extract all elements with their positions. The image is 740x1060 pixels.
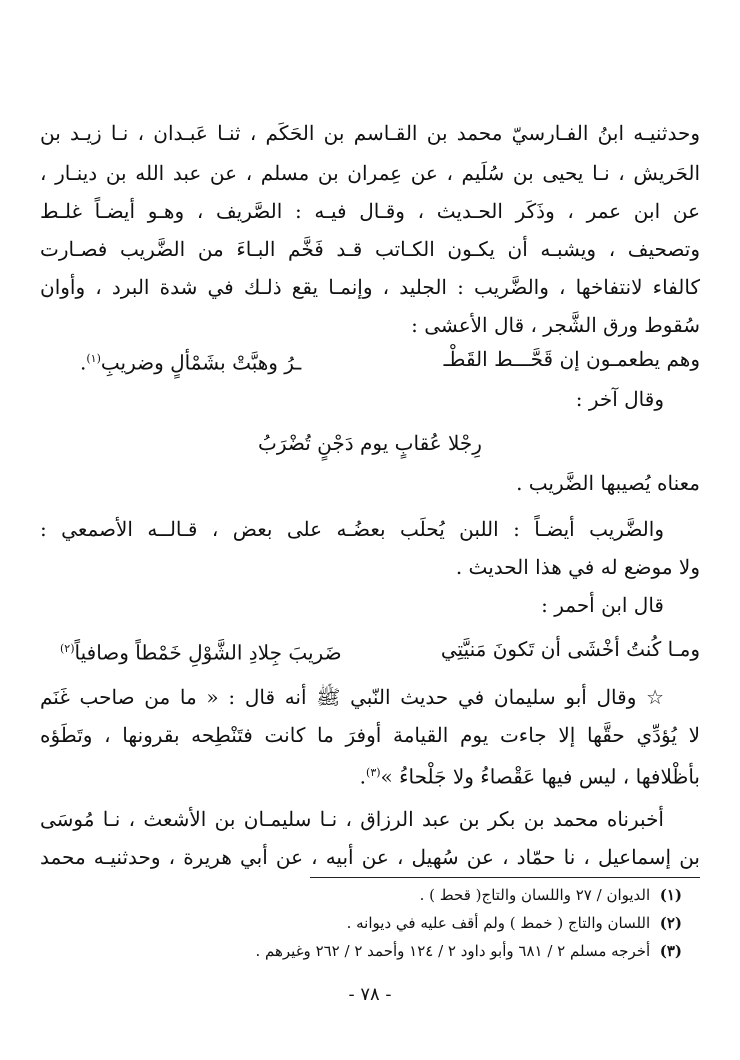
verse-text: ـرُ وهبَّتْ بشَمْألٍ وضريبِ bbox=[100, 350, 302, 375]
body-line: والضَّريب أيضـاً : اللبن يُحلَب بعضُـه على بعض ، قـالــه الأصمعي : bbox=[40, 517, 664, 541]
footnote-divider bbox=[310, 877, 700, 878]
footnote-text: اللسان والتاج ( خمط ) ولم أقف عليه في ديوانه . bbox=[346, 914, 651, 932]
line-maanahu: معناه يُصيبها الضَّريب . bbox=[516, 471, 700, 495]
footnote-number: (١) bbox=[659, 886, 682, 904]
body-line: عن ابن عمر ، وذَكَر الحـديث ، وقـال فيـه : الصَّريف ، وهـو أيضـاً غلـط bbox=[40, 199, 700, 223]
verse-text: ضَريبَ جِلادِ الشَّوْلِ خَمْطاً وصافياً bbox=[74, 640, 342, 665]
body-line: وحدثنيـه ابنُ الفـارسيّ محمد بن القـاسم بن الحَكَم ، ثنـا عَبـدان ، نـا زيـد بن bbox=[40, 121, 700, 145]
page-number: - ٧٨ - bbox=[348, 984, 392, 1005]
body-line: بأظْلافها ، ليس فيها عَقْصاءُ ولا جَلْحاءُ »$^{(٣)}$. bbox=[359, 764, 700, 789]
footnote bbox=[420, 884, 682, 906]
footnote bbox=[255, 940, 682, 962]
footnote-number: (٣) bbox=[659, 942, 682, 960]
body-text: بأظْلافها ، ليس فيها عَقْصاءُ ولا جَلْحاءُ » bbox=[380, 764, 700, 789]
body-line: بن إسماعيل ، نا حمّاد ، عن سُهيل ، عن أبيه ، عن أبي هريرة ، وحدثنيـه محمد bbox=[40, 845, 700, 869]
footnote-text: أخرجه مسلم ٢ / ٦٨١ وأبو داود ٢ / ١٢٤ وأحمد ٢ / ٢٦٢ وغيرهم . bbox=[255, 942, 651, 960]
body-line: أخبرناه محمد بن بكر بن عبد الرزاق ، نـا سليمـان بن الأشعث ، نـا مُوسَى bbox=[40, 807, 664, 831]
verse-first-hemistich: وهم يطعمـون إن قَحَّـــط القَطْـ bbox=[443, 347, 700, 371]
line-ibn-ahmar: قال ابن أحمر : bbox=[541, 593, 664, 617]
footnote-mark: (٣) bbox=[366, 766, 381, 779]
body-line: ولا موضع له في هذا الحديث . bbox=[455, 555, 700, 579]
body-line: وتصحيف ، ويشبـه أن يكـون الكـاتب قـد فَخَّم البـاءَ من الضَّريب فصـارت bbox=[40, 237, 700, 261]
verse-second-hemistich bbox=[60, 634, 342, 668]
footnote-text: الديوان / ٢٧ واللسان والتاج( قحط ) . bbox=[419, 886, 651, 904]
body-line: ☆ وقال أبو سليمان في حديث النّبي ﷺ أنه قال : « ما من صاحب غَنَم bbox=[40, 685, 664, 709]
body-line: الحَريش ، نـا يحيى بن سُلَيم ، عن عِمران بن مسلم ، عن عبد الله بن دينـار ، bbox=[40, 161, 700, 185]
line-qala-akhar: وقال آخر : bbox=[575, 387, 664, 411]
footnote-mark: (٢) bbox=[60, 642, 75, 655]
footnote bbox=[347, 912, 682, 934]
body-line: سُقوط ورق الشَّجر ، قال الأعشى : bbox=[411, 313, 700, 337]
verse-first-hemistich: ومـا كُنتُ أخْشَى أن تَكونَ مَنيَّتِي bbox=[440, 637, 700, 661]
body-line: لا يُؤدِّي حقَّها إلا جاءت يوم القيامة أوفرَ ما كانت فتَنْطِحه بقرونها ، وتَطَؤه bbox=[40, 723, 700, 747]
verse-centered: رِجْلا عُقابٍ يوم دَجْنٍ تُضْرَبُ bbox=[258, 431, 482, 455]
verse-second-hemistich: ـرُ وهبَّتْ بشَمْألٍ وضريبِ$^{(١)}$. bbox=[80, 350, 302, 375]
footnote-number: (٢) bbox=[659, 914, 682, 932]
body-line: كالفاء لانتفاخها ، والضَّريب : الجليد ، وإنمـا يقع ذلـك في شدة البرد ، وأوان bbox=[40, 275, 700, 299]
footnote-mark: (١) bbox=[86, 352, 101, 365]
